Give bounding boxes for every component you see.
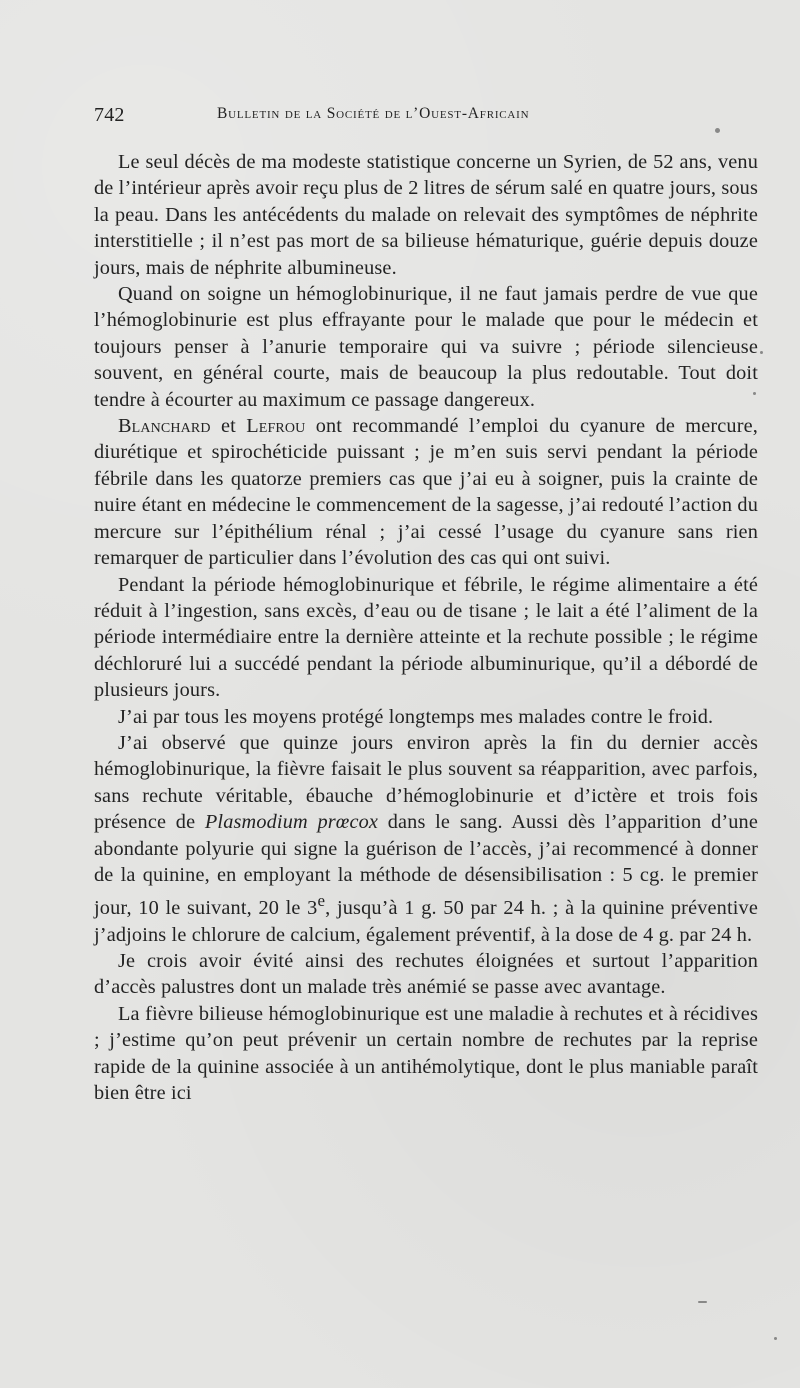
scan-mark [698, 1301, 707, 1303]
paragraph-quinine-method [94, 730, 758, 948]
ordinal-superscript: e [317, 891, 326, 911]
quinine-text-part-1: J’ai observé que quinze jours environ après la fin du dernier accès hémoglobinurique, la fièvre faisait le plus souvent sa réapparition, avec parfois, sans rechute véritable, ébauche d’hémoglobinurie et d’ictère et trois fois présence de [94, 731, 758, 834]
page-number: 742 [94, 104, 125, 126]
article-body [94, 149, 758, 1106]
plasmodium-name: Plasmodium prœcox [204, 811, 379, 834]
author-name-blanchard: Blanchard [118, 415, 211, 438]
journal-title: Bulletin de la Société de l’Ouest-Africain [217, 105, 530, 122]
paragraph-anuria-warning: Quand on soigne un hémoglobinurique, il ne faut jamais perdre de vue que l’hémoglobinurie est plus effrayante pour le malade que pour le médecin et toujours penser à l’anurie temporaire qui va suivre ; période silencieuse souvent, en général courte, mais de beaucoup la plus redoutable. Tout doit tendre à écourter au maximum ce passage dangereux. [94, 283, 758, 411]
scan-speck [753, 392, 756, 395]
scan-speck [715, 128, 720, 133]
paragraph-relapse-prevention: Je crois avoir évité ainsi des rechutes éloignées et surtout l’apparition d’accès palustres dont un malade très anémié se passe avec avantage. [94, 949, 758, 999]
paragraph-statistics-death: Le seul décès de ma modeste statistique concerne un Syrien, de 52 ans, venu de l’intérieur après avoir reçu plus de 2 litres de sérum salé en quatre jours, sous la peau. Dans les antécédents du malade on relevait des symptômes de néphrite interstitielle ; il n’est pas mort de sa bilieuse hématurique, guérie depuis douze jours, mais de néphrite albumineuse. [94, 151, 758, 279]
paragraph-diet-regimen: Pendant la période hémoglobinurique et fébrile, le régime alimentaire a été réduit à l’ingestion, sans excès, d’eau ou de tisane ; le lait a été l’aliment de la période intermédiaire entre la dernière atteinte et la rechute possible ; le régime déchloruré lui a succédé pendant la période albuminurique, qu’il a débordé de plusieurs jours. [94, 573, 758, 702]
running-header [94, 104, 754, 128]
author-name-lefrou: Lefrou [246, 415, 306, 438]
scan-speck [774, 1337, 777, 1340]
quinine-text-part-3: , jusqu’à 1 g. 50 par 24 h. ; à la quinine préventive j’adjoins le chlorure de calcium, également préventif, à la dose de 4 g. par 24 h. [94, 897, 758, 946]
paragraph-fever-conclusion: La fièvre bilieuse hémoglobinurique est une maladie à rechutes et à récidives ; j’estime qu’on peut prévenir un certain nombre de rechutes par la reprise rapide de la quinine associée à un antihémolytique, dont le plus maniable paraît bien être ici [94, 1002, 758, 1104]
scan-speck [760, 351, 763, 354]
quinine-text-part-2: dans le sang. Aussi dès l’apparition d’une abondante polyurie qui signe la guérison de l’accès, j’ai recommencé à donner de la quinine, en employant la méthode de désensibilisation : 5 cg. le premier jour, 10 le suivant, 20 le 3 [94, 811, 758, 920]
author-connector: et [210, 415, 247, 438]
paragraph-cold-protection: J’ai par tous les moyens protégé longtemps mes malades contre le froid. [118, 705, 714, 728]
paragraph-mercury-text: ont recommandé l’emploi du cyanure de mercure, diurétique et spirochéticide puissant ; je m’en suis servi pendant la période fébrile dans les quatorze premiers cas que j’ai eu à soigner, puis la crainte de nuire étant en médecine le commencement de la sagesse, j’ai redouté l’action du mercure sur l’épithélium rénal ; j’ai cessé l’usage du cyanure sans rien remarquer de particulier dans l’évolution des cas qui ont suivi. [94, 415, 758, 570]
paragraph-mercury-cyanide [94, 413, 758, 571]
